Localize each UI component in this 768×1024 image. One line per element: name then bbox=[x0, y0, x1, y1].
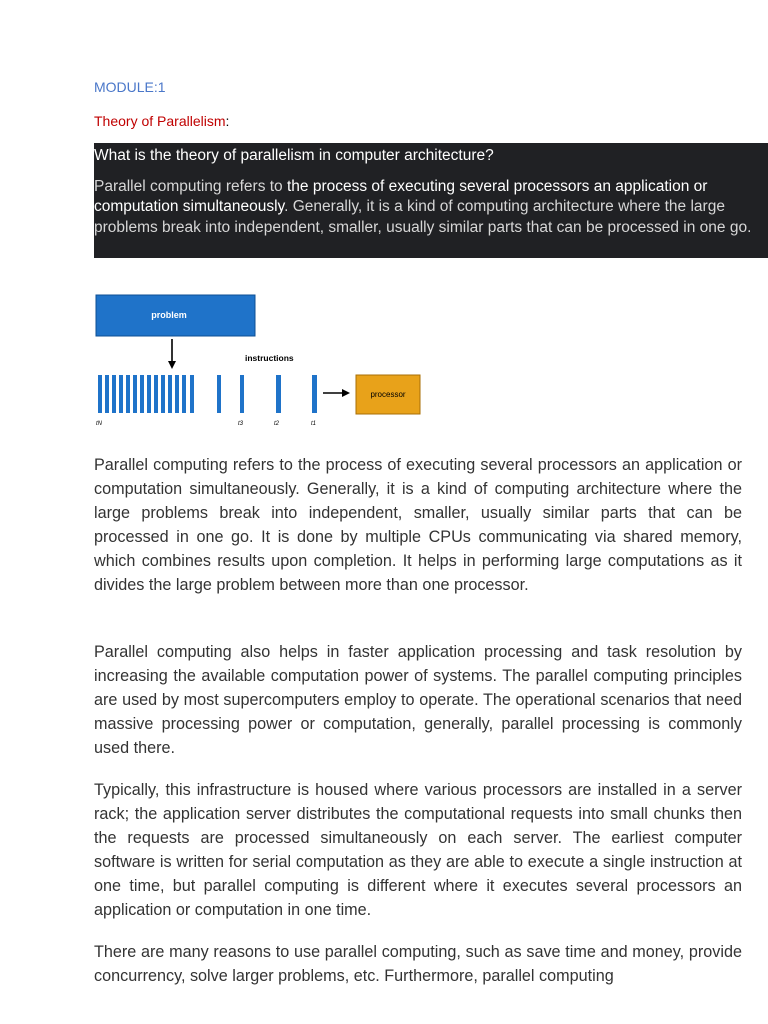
instruction-bar-t2 bbox=[276, 375, 281, 413]
instruction-bar bbox=[168, 375, 172, 413]
instruction-bar bbox=[175, 375, 179, 413]
tick-label-tN: tN bbox=[96, 421, 102, 427]
instruction-bar bbox=[161, 375, 165, 413]
instruction-bar bbox=[190, 375, 194, 413]
highlight-box bbox=[94, 143, 768, 258]
tick-label-t3: t3 bbox=[238, 421, 244, 427]
tick-label-t1: t1 bbox=[311, 421, 317, 427]
instruction-bar bbox=[147, 375, 151, 413]
problem-label: problem bbox=[151, 310, 187, 320]
tick-label-t2: t2 bbox=[274, 421, 280, 427]
paragraph-4: There are many reasons to use parallel computing, such as save time and money, provide concurrency, solve larger problems, etc. Furthermore, parallel computing bbox=[94, 943, 742, 985]
theory-colon: : bbox=[225, 113, 230, 129]
instruction-bar bbox=[119, 375, 123, 413]
instruction-bar bbox=[140, 375, 144, 413]
theory-label: Theory of Parallelism bbox=[94, 113, 226, 129]
paragraph-2: Parallel computing also helps in faster application processing and task resolution by increasing the available computation power of systems. The parallel computing principles are used by most supercomputers employ to operate. The operational scenarios that need massive processing power or computation, generally, parallel processing is commonly used there. bbox=[94, 643, 742, 757]
highlight-answer-emphasis: the process of executing several processors an application or computation simultaneously bbox=[94, 177, 708, 215]
highlight-answer-suffix: . Generally, it is a kind of computing architecture where the large problems break into independent, smaller, usually similar parts that can be processed in one go. bbox=[94, 198, 752, 236]
module-heading: MODULE:1 bbox=[94, 79, 166, 95]
instructions-label: instructions bbox=[245, 353, 294, 363]
processor-label: processor bbox=[370, 390, 406, 399]
instruction-bar bbox=[182, 375, 186, 413]
instruction-bar-t1 bbox=[312, 375, 317, 413]
instruction-bar-t3b bbox=[240, 375, 244, 413]
highlight-answer-prefix: Parallel computing refers to bbox=[94, 177, 287, 195]
instruction-bar bbox=[154, 375, 158, 413]
instruction-bars-group bbox=[98, 375, 317, 413]
instruction-bar bbox=[126, 375, 130, 413]
paragraph-1: Parallel computing refers to the process of executing several processors an application or computation simultaneously. Generally, it is a kind of computing architecture where the large problems break into independent, smaller, usually similar parts that can be processed in one go. It is done by multiple CPUs communicating via shared memory, which combines results upon completion. It helps in performing large computations as it divides the large problem between more than one processor. bbox=[94, 456, 742, 594]
instruction-bar-t3 bbox=[217, 375, 221, 413]
instruction-bar bbox=[112, 375, 116, 413]
parallelism-diagram bbox=[94, 293, 434, 433]
paragraph-3: Typically, this infrastructure is housed where various processors are installed in a server rack; the application server distributes the computational requests into small chunks then the requests are processed simultaneously on each server. The earliest computer software is written for serial computation as they are able to execute a single instruction at one time, but parallel computing is different where it executes several processors an application or computation in one time. bbox=[94, 781, 742, 919]
right-arrow bbox=[323, 389, 350, 397]
instruction-bar bbox=[105, 375, 109, 413]
down-arrow bbox=[168, 339, 176, 369]
highlight-question: What is the theory of parallelism in computer architecture? bbox=[94, 147, 494, 164]
instruction-bar bbox=[98, 375, 102, 413]
theory-heading bbox=[94, 113, 229, 129]
instruction-bar bbox=[133, 375, 137, 413]
